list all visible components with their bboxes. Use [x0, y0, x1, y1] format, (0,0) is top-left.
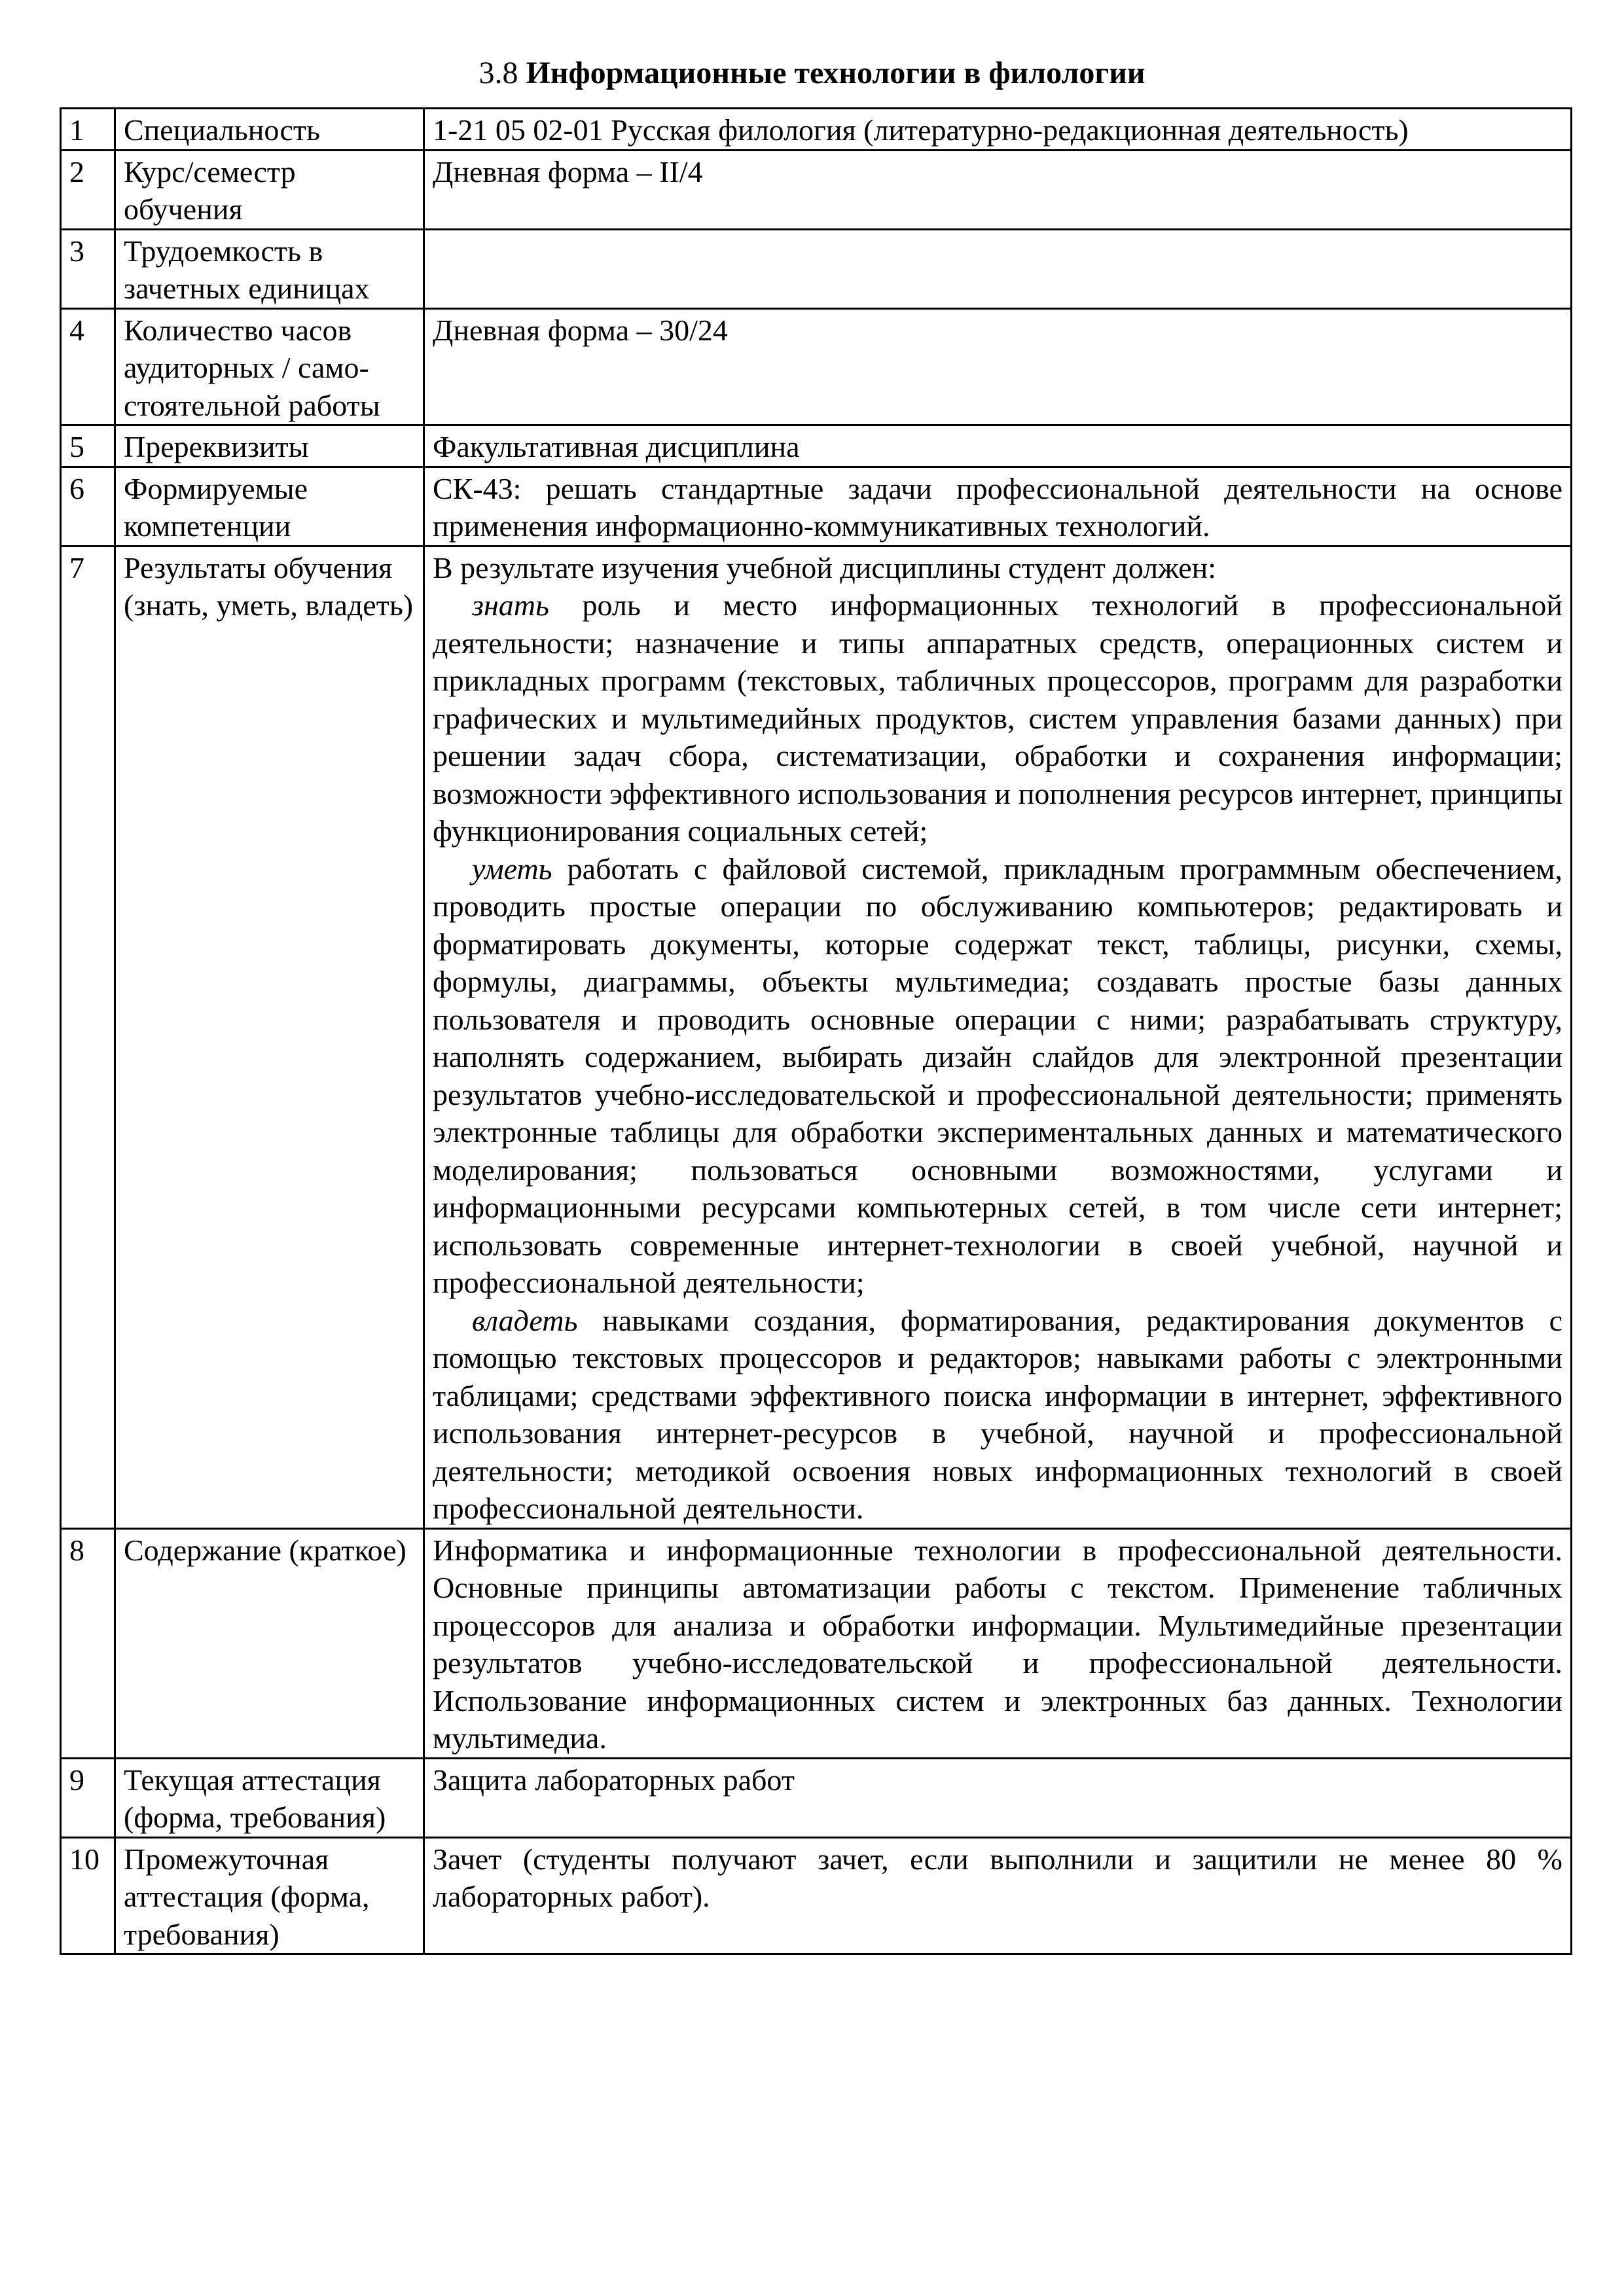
- table-row: [61, 229, 1572, 308]
- row-number: 8: [61, 1528, 115, 1758]
- value-text: Зачет (студенты получают зачет, если выполнили и защитили не менее 80 % лабораторных работ).: [433, 1842, 1562, 1913]
- row-number: 10: [61, 1837, 115, 1954]
- own-text: навыками создания, форматирования, редактирования документов с помощью текстовых процессоров и редакторов; навыками работы с электронными таблицами; средствами эффективного поиска информации в интернет, эффективного использования интернет-ресурсов в учебной, научной и профессиональной деятельности; методикой освоения новых информационных технологий в своей профессиональной деятельности.: [433, 1303, 1562, 1525]
- row-number: 2: [61, 150, 115, 229]
- row-value: [424, 1837, 1572, 1954]
- course-info-table: [60, 107, 1572, 1955]
- table-row: [61, 1837, 1572, 1954]
- value-text: Дневная форма – 30/24: [433, 313, 728, 347]
- row-label: Промежуточная аттестация (форма, требования): [115, 1837, 424, 1954]
- table-row: [61, 546, 1572, 1528]
- table-row: [61, 308, 1572, 425]
- table-row: [61, 109, 1572, 151]
- row-label: Содержание (краткое): [115, 1528, 424, 1758]
- row-label: Формируемые компетенции: [115, 467, 424, 546]
- learning-outcomes-intro: В результате изучения учебной дисциплины студент должен:: [433, 550, 1217, 584]
- know-paragraph: [433, 586, 1562, 850]
- row-label: Специальность: [115, 109, 424, 151]
- value-text: 1-21 05 02-01 Русская филология (литературно-редакционная деятельность): [433, 113, 1409, 147]
- value-text: Факультативная дисциплина: [433, 430, 800, 463]
- row-number: 9: [61, 1758, 115, 1837]
- row-label: Пререквизиты: [115, 425, 424, 467]
- table-row: [61, 1758, 1572, 1837]
- table-row: [61, 1528, 1572, 1758]
- row-value: [424, 1528, 1572, 1758]
- row-number: 4: [61, 308, 115, 425]
- own-paragraph: [433, 1302, 1562, 1528]
- can-text: работать с файловой системой, прикладным программным обеспечением, проводить простые операции по обслуживанию компьютеров; редактировать и форматировать документы, которые содержат текст, таблицы, рисунки, схемы, формулы, диаграммы, объекты мультимедиа; создавать простые базы данных пользователя и проводить основные операции с ними; разрабатывать структуру, наполнять содержанием, выбирать дизайн слайдов для электронной презентации результатов учебно-исследовательской и профессиональной деятельности; применять электронные таблицы для обработки экспериментальных данных и математического моделирования; пользоваться основными возможностями, услугами и информационными ресурсами компьютерных сетей, в том числе сети интернет; использовать современные интернет-технологии в своей учебной, научной и профессиональной деятельности;: [433, 852, 1562, 1299]
- row-value: [424, 109, 1572, 151]
- row-value: [424, 229, 1572, 308]
- row-value: [424, 546, 1572, 1528]
- can-keyword: уметь: [472, 852, 552, 886]
- row-label: Текущая аттестация (форма, требования): [115, 1758, 424, 1837]
- row-number: 6: [61, 467, 115, 546]
- can-paragraph: [433, 850, 1562, 1302]
- table-row: [61, 467, 1572, 546]
- row-number: 5: [61, 425, 115, 467]
- row-value: [424, 150, 1572, 229]
- row-label: Курс/семестр обучения: [115, 150, 424, 229]
- document-heading: [0, 52, 1624, 94]
- row-number: 7: [61, 546, 115, 1528]
- row-value: [424, 425, 1572, 467]
- value-text: СК-43: решать стандартные задачи профессиональной деятельности на основе применения информационно-коммуникативных технологий.: [433, 471, 1562, 543]
- table-row: [61, 150, 1572, 229]
- value-text: Защита лабораторных работ: [433, 1763, 795, 1797]
- value-text: Дневная форма – II/4: [433, 154, 703, 188]
- know-keyword: знать: [472, 588, 549, 622]
- section-title: Информационные технологии в филологии: [526, 56, 1146, 90]
- row-number: 1: [61, 109, 115, 151]
- own-keyword: владеть: [472, 1303, 578, 1337]
- row-label: Трудоемкость в зачетных единицах: [115, 229, 424, 308]
- section-number: 3.8: [478, 56, 518, 90]
- row-value: [424, 1758, 1572, 1837]
- row-value: [424, 467, 1572, 546]
- know-text: роль и место информационных технологий в профессиональной деятельности; назначение и типы аппаратных средств, операционных систем и прикладных программ (текстовых, табличных процессоров, программ для разработки графических и мультимедийных продуктов, систем управления базами данных) при решении задач сбора, систематизации, обработки и сохранения информации; возможности эффективного использования и пополнения ресурсов интернет, принципы функционирования социальных сетей;: [433, 588, 1562, 848]
- row-label: Количество часов аудиторных / само-стоятельной работы: [115, 308, 424, 425]
- row-value: [424, 308, 1572, 425]
- value-text: Информатика и информационные технологии в профессиональной деятельности. Основные принципы автоматизации работы с текстом. Применение табличных процессоров для анализа и обработки информации. Мультимедийные презентации результатов учебно-исследовательской и профессиональной деятельности. Использование информационных систем и электронных баз данных. Технологии мультимедиа.: [433, 1533, 1562, 1755]
- row-label: Результаты обучения (знать, уметь, владеть): [115, 546, 424, 1528]
- row-number: 3: [61, 229, 115, 308]
- table-row: [61, 425, 1572, 467]
